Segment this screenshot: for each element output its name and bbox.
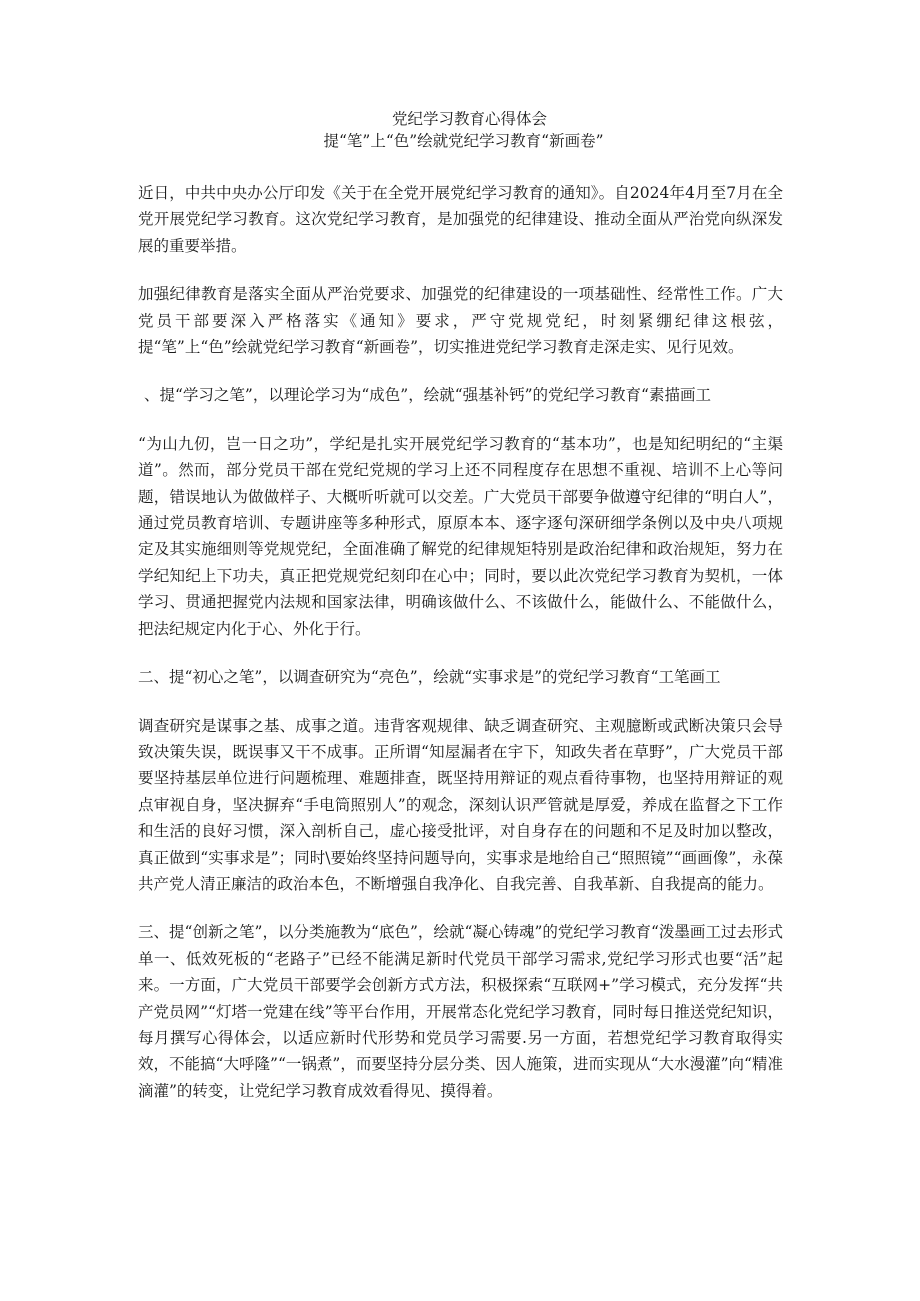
section-1-body: “为山九仞，岂一日之功”，学纪是扎实开展党纪学习教育的“基本功”，也是知纪明纪的“主渠道”。然而，部分党员干部在党纪党规的学习上还不同程度存在思想不重视、培训不上心等问题，错误地认为做做样子、大概听听就可以交差。广大党员干部要争做遵守纪律的“明白人”，通过党员教育培训、专题讲座等多种形式，原原本本、逐字逐句深研细学条例以及中央八项规定及其实施细则等党规党纪，全面准确了解党的纪律规矩特别是政治纪律和政治规矩，努力在学纪知纪上下功夫，真正把党规党纪刻印在心中；同时，要以此次党纪学习教育为契机，一体学习、贯通把握党内法规和国家法律，明确该做什么、不该做什么，能做什么、不能做什么，把法纪规定内化于心、外化于行。 [138,434,783,638]
section-3-body: 三、提“创新之笔”，以分类施教为“底色”，绘就“凝心铸魂”的党纪学习教育“泼墨画工过去形式单一、低效死板的“老路子”已经不能满足新时代党员干部学习需求,党纪学习形式也要“活”起来。一方面，广大党员干部要学会创新方式方法，积极探索“互联网+”学习模式，充分发挥“共产党员网”“灯塔一党建在线”等平台作用，开展常态化党纪学习教育，同时每日推送党纪知识，每月撰写心得体会，以适应新时代形势和党员学习需要.另一方面，若想党纪学习教育取得实效，不能搞“大呼隆”“一锅煮”，而要坚持分层分类、因人施策，进而实现从“大水漫灌”向“精准滴灌”的转变，让党纪学习教育成效看得见、摸得着。 [138,923,783,1100]
document-subtitle: 提“笔”上“色”绘就党纪学习教育“新画卷” [323,132,604,150]
document-title: 党纪学习教育心得体会 [391,110,547,128]
document-page [138,108,783,1126]
section-2-body: 调查研究是谋事之基、成事之道。违背客观规律、缺乏调查研究、主观臆断或武断决策只会导致决策失误，既误事又干不成事。正所谓“知屋漏者在宇下，知政失者在草野”，广大党员干部要坚持基层单位进行问题梳理、难题排查，既坚持用辩证的观点看待事物，也坚持用辩证的观点审视自身，坚决摒弃“手电筒照别人”的观念，深刻认识严管就是厚爱，养成在监督之下工作和生活的良好习惯，深入剖析自己，虚心接受批评，对自身存在的问题和不足及时加以整改，真正做到“实事求是”；同时\要始终坚持问题导向，实事求是地给自己“照照镜”“画画像”，永葆共产党人清正廉洁的政治本色，不断增强自我净化、自我完善、自我革新、自我提高的能力。 [138,716,783,893]
intro-paragraph-2: 加强纪律教育是落实全面从严治党要求、加强党的纪律建设的一项基础性、经常性工作。广大党员干部要深入严格落实《通知》要求，严守党规党纪，时刻紧绷纪律这根弦，提“笔”上“色”绘就党纪学习教育“新画卷”，切实推进党纪学习教育走深走实、见行见效。 [138,285,783,357]
section-1-heading: 、提“学习之笔”，以理论学习为“成色”，绘就“强基补钙”的党纪学习教育“素描画工 [144,386,711,405]
intro-paragraph-1: 近日，中共中央办公厅印发《关于在全党开展党纪学习教育的通知》。自2024年4月至7月在全党开展党纪学习教育。这次党纪学习教育，是加强党的纪律建设、推动全面从严治党向纵深发展的重要举措。 [138,184,783,255]
section-2-heading: 二、提“初心之笔”，以调查研究为“亮色”，绘就“实事求是”的党纪学习教育“工笔画工 [138,668,721,687]
